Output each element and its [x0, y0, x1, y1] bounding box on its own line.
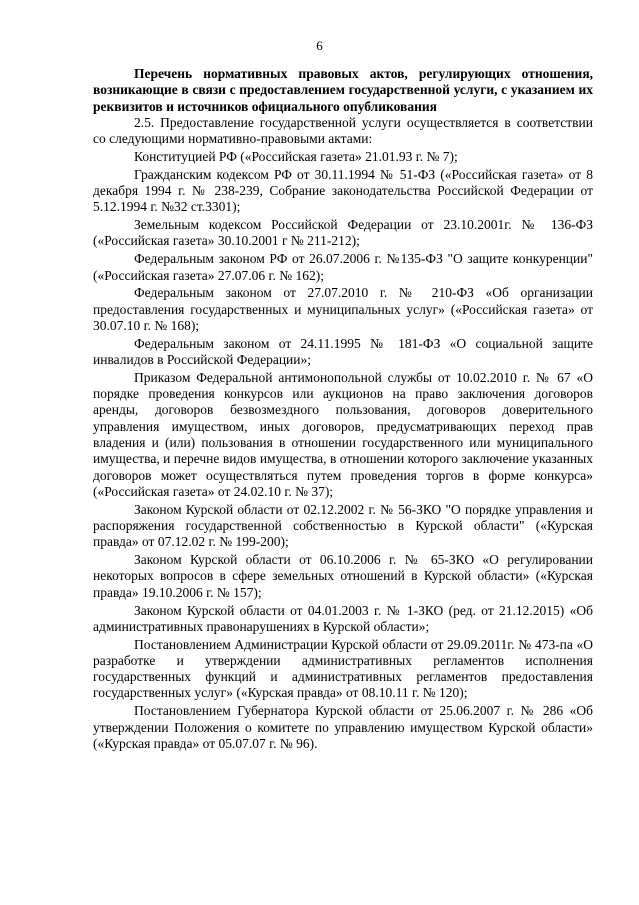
- paragraph-land-code: Земельным кодексом Российской Федерации от 23.10.2001г. № 136-ФЗ («Российская газета» 30.10.2001 г № 211-212);: [93, 217, 593, 249]
- section-heading: Перечень нормативных правовых актов, регулирующих отношения, возникающие в связи с предоставлением государственной услуги, с указанием их реквизитов и источников официального опубликования: [93, 66, 593, 114]
- paragraph-kursk-law-1: Законом Курской области от 04.01.2003 г. № 1-ЗКО (ред. от 21.12.2015) «Об административных правонарушениях в Курской области»;: [93, 602, 593, 634]
- paragraph-disability-law: Федеральным законом от 24.11.1995 № 181-ФЗ «О социальной защите инвалидов в Российской Федерации»;: [93, 335, 593, 368]
- paragraph-kursk-law-56: Законом Курской области от 02.12.2002 г. № 56-ЗКО "О порядке управления и распоряжения государственной собственностью в Курской области" («Курская правда» от 07.12.02 г. № 199-200);: [93, 501, 593, 550]
- paragraph-administration-resolution: Постановлением Администрации Курской области от 29.09.2011г. № 473-па «О разработке и утверждении административных регламентов исполнения государственных функций и административных регламентов предоставления государственных услуг» («Курская правда» от 08.10.11 г. № 120);: [93, 636, 593, 701]
- document-body: [93, 66, 593, 754]
- paragraph-public-services-law: Федеральным законом от 27.07.2010 г. № 210-ФЗ «Об организации предоставления государственных и муниципальных услуг» («Российская газета» от 30.07.10 г. № 168);: [93, 285, 593, 333]
- paragraph-constitution: Конституцией РФ («Российская газета» 21.01.93 г. № 7);: [134, 148, 458, 164]
- paragraph-kursk-law-65: Законом Курской области от 06.10.2006 г. № 65-ЗКО «О регулировании некоторых вопросов в сфере земельных отношений в Курской области» («Курская правда» 19.10.2006 г. № 157);: [93, 552, 593, 600]
- paragraph-civil-code: Гражданским кодексом РФ от 30.11.1994 № 51-ФЗ («Российская газета» от 8 декабря 1994 г. № 238-239, Собрание законодательства Российской Федерации от 5.12.1994 г. №32 ст.3301);: [93, 166, 593, 215]
- page-number: 6: [316, 38, 323, 53]
- paragraph-competition-law: Федеральным законом РФ от 26.07.2006 г. №135-ФЗ "О защите конкуренции" («Российская газета» 27.07.06 г. № 162);: [93, 251, 593, 283]
- paragraph-fas-order: Приказом Федеральной антимонопольной службы от 10.02.2010 г. № 67 «О порядке проведения конкурсов или аукционов на право заключения договоров аренды, договоров безвозмездного пользования, договоров доверительного управления имуществом, иных договоров, предусматривающих переход прав владения и (или) пользования в отношении государственного или муниципального имущества, и перечне видов имущества, в отношении которого заключение указанных договоров может осуществляться путем проведения торгов в форме конкурса» («Российская газета» от 24.02.10 г. № 37);: [93, 369, 593, 499]
- paragraph-intro: 2.5. Предоставление государственной услуги осуществляется в соответствии со следующими нормативно-правовыми актами:: [93, 114, 593, 147]
- paragraph-governor-resolution: Постановлением Губернатора Курской области от 25.06.2007 г. № 286 «Об утверждении Положения о комитете по управлению имуществом Курской области» («Курская правда» от 05.07.07 г. № 96).: [93, 703, 593, 751]
